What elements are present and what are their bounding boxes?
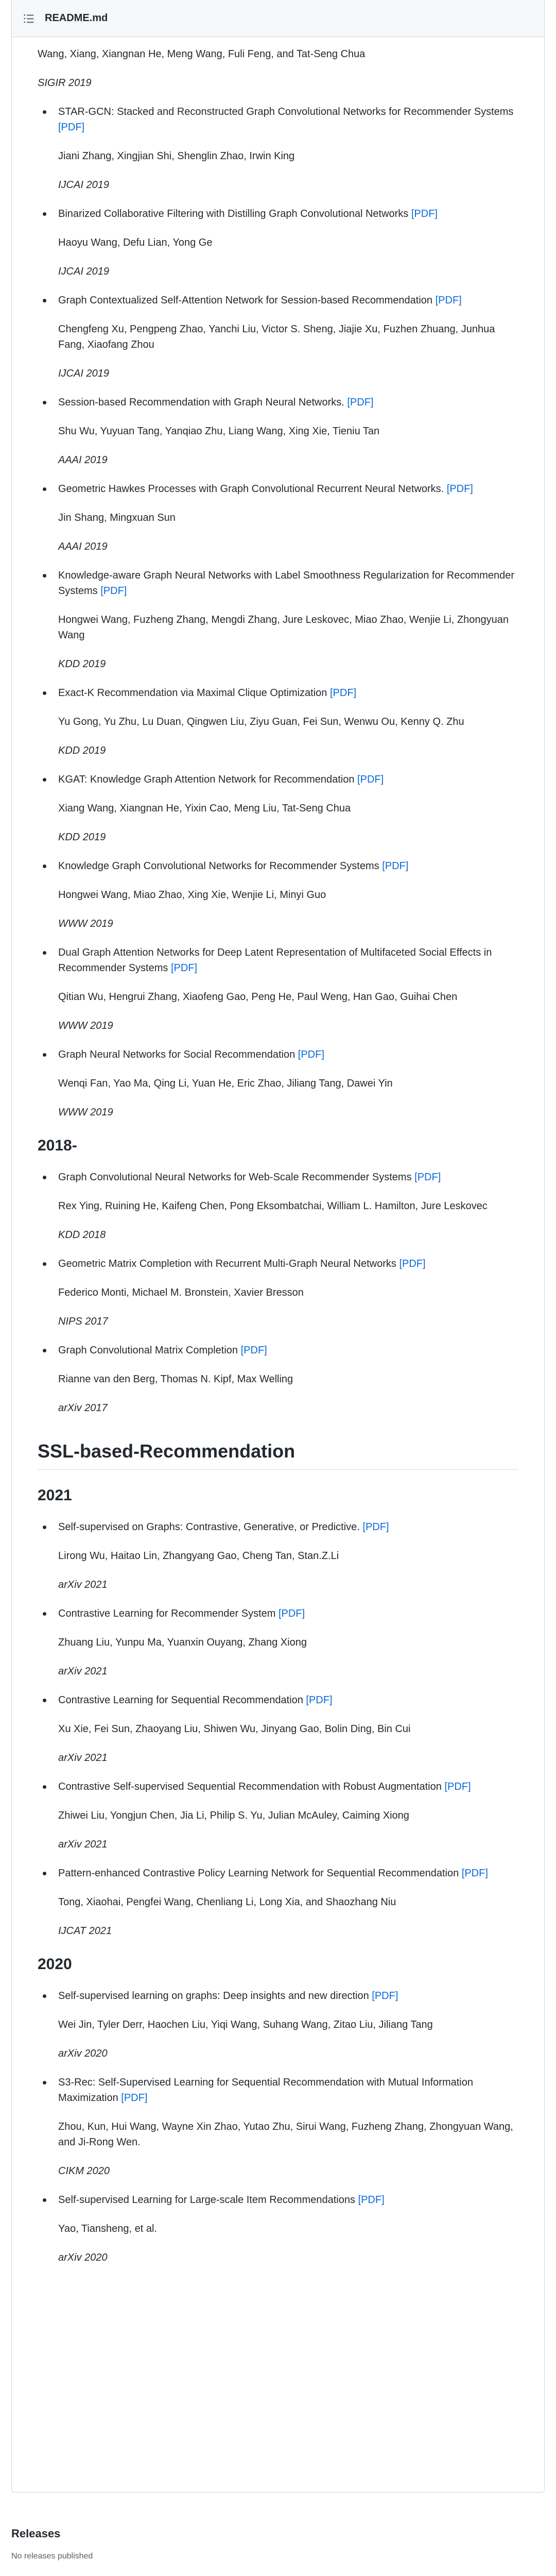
pdf-link[interactable]: [PDF] <box>362 1521 389 1533</box>
paper-venue: KDD 2019 <box>58 658 106 670</box>
paper-authors: Qitian Wu, Hengrui Zhang, Xiaofeng Gao, Peng He, Paul Weng, Han Gao, Guihai Chen <box>58 991 458 1003</box>
paper-authors: Rianne van den Berg, Thomas N. Kipf, Max Welling <box>58 1374 293 1385</box>
paper-title-text: Contrastive Self-supervised Sequential Recommendation with Robust Augmentation <box>58 1781 442 1792</box>
pdf-link[interactable]: [PDF] <box>399 1258 426 1269</box>
pdf-link[interactable]: [PDF] <box>121 2092 148 2104</box>
paper-venue: NIPS 2017 <box>58 1316 108 1327</box>
paper-title <box>58 1519 518 1535</box>
paper-title-text: Exact-K Recommendation via Maximal Clique Optimization <box>58 687 327 699</box>
paper-title-text: Knowledge-aware Graph Neural Networks with Label Smoothness Regularization for Recommender Systems <box>58 570 514 597</box>
paper-title <box>58 858 518 874</box>
pdf-link[interactable]: [PDF] <box>446 483 473 495</box>
pdf-link[interactable]: [PDF] <box>461 1868 488 1879</box>
list-unordered-icon[interactable] <box>23 13 34 24</box>
paper-venue: KDD 2018 <box>58 1229 106 1241</box>
paper-authors: Shu Wu, Yuyuan Tang, Yanqiao Zhu, Liang Wang, Xing Xie, Tieniu Tan <box>58 426 380 437</box>
readme-box <box>11 0 545 2493</box>
paper-title <box>58 568 518 599</box>
paper-authors: Federico Monti, Michael M. Bronstein, Xavier Bresson <box>58 1287 304 1298</box>
paper-item <box>38 1988 518 2061</box>
paper-authors: Haoyu Wang, Defu Lian, Yong Ge <box>58 237 213 248</box>
pdf-link[interactable]: [PDF] <box>240 1345 267 1356</box>
paper-title <box>58 1606 518 1621</box>
paper-title <box>58 1988 518 2004</box>
paper-title <box>58 2075 518 2106</box>
paper-venue: IJCAT 2021 <box>58 1925 112 1937</box>
paper-authors: Hongwei Wang, Miao Zhao, Xing Xie, Wenjie Li, Minyi Guo <box>58 889 326 901</box>
pdf-link[interactable]: [PDF] <box>100 585 127 597</box>
paper-authors: Yao, Tiansheng, et al. <box>58 2223 157 2234</box>
paper-item <box>38 568 518 672</box>
paper-item <box>38 1047 518 1120</box>
paper-venue: IJCAI 2019 <box>58 266 109 277</box>
paper-title <box>58 1779 518 1794</box>
paper-item <box>38 945 518 1033</box>
paper-venue: WWW 2019 <box>58 1107 113 1118</box>
paper-item <box>38 858 518 931</box>
paper-item <box>38 1170 518 1243</box>
paper-item <box>38 1779 518 1852</box>
paper-title <box>58 1866 518 1881</box>
paper-item <box>38 685 518 758</box>
pdf-link[interactable]: [PDF] <box>435 295 462 306</box>
releases-title[interactable]: Releases <box>11 2527 61 2540</box>
readme-content <box>12 46 544 2265</box>
paper-item <box>38 1692 518 1766</box>
paper-venue: AAAI 2019 <box>58 541 108 552</box>
paper-venue: AAAI 2019 <box>58 454 108 466</box>
paper-title-text: STAR-GCN: Stacked and Reconstructed Graph Convolutional Networks for Recommender Systems <box>58 106 514 117</box>
pdf-link[interactable]: [PDF] <box>278 1608 305 1619</box>
section-heading-ssl: SSL-based-Recommendation <box>38 1439 518 1470</box>
paper-item <box>38 293 518 381</box>
paper-title-text: Contrastive Learning for Recommender System <box>58 1608 276 1619</box>
paper-authors: Jin Shang, Mingxuan Sun <box>58 512 176 523</box>
paper-item <box>38 1343 518 1416</box>
releases-section <box>11 2527 545 2561</box>
paper-title-text: Geometric Hawkes Processes with Graph Convolutional Recurrent Neural Networks. <box>58 483 444 495</box>
paper-venue: WWW 2019 <box>58 918 113 929</box>
paper-venue: IJCAI 2019 <box>58 368 109 379</box>
paper-item <box>38 772 518 845</box>
pdf-link[interactable]: [PDF] <box>372 1990 398 2002</box>
paper-item <box>38 206 518 279</box>
paper-title-text: Binarized Collaborative Filtering with Distilling Graph Convolutional Networks <box>58 208 409 219</box>
paper-venue: KDD 2019 <box>58 832 106 843</box>
paper-authors: Yu Gong, Yu Zhu, Lu Duan, Qingwen Liu, Ziyu Guan, Fei Sun, Wenwu Ou, Kenny Q. Zhu <box>58 716 464 727</box>
pdf-link[interactable]: [PDF] <box>444 1781 471 1792</box>
paper-title-text: Self-supervised on Graphs: Contrastive, Generative, or Predictive. <box>58 1521 360 1533</box>
pdf-link[interactable]: [PDF] <box>411 208 438 219</box>
paper-authors: Tong, Xiaohai, Pengfei Wang, Chenliang Li, Long Xia, and Shaozhang Niu <box>58 1896 396 1908</box>
paper-authors: Hongwei Wang, Fuzheng Zhang, Mengdi Zhang, Jure Leskovec, Miao Zhao, Wenjie Li, Zhongyuan Wang <box>58 614 509 641</box>
paper-item <box>38 104 518 193</box>
paper-item <box>38 2192 518 2265</box>
paper-venue: arXiv 2021 <box>58 1839 108 1850</box>
paper-authors: Wei Jin, Tyler Derr, Haochen Liu, Yiqi Wang, Suhang Wang, Zitao Liu, Jiliang Tang <box>58 2019 433 2030</box>
paper-title <box>58 293 518 308</box>
paper-venue: arXiv 2021 <box>58 1666 108 1677</box>
paper-authors: Rex Ying, Ruining He, Kaifeng Chen, Pong Eksombatchai, William L. Hamilton, Jure Leskovec <box>58 1200 488 1212</box>
pdf-link[interactable]: [PDF] <box>329 687 357 699</box>
paper-authors: Lirong Wu, Haitao Lin, Zhangyang Gao, Cheng Tan, Stan.Z.Li <box>58 1550 339 1562</box>
paper-title-text: S3-Rec: Self-Supervised Learning for Sequential Recommendation with Mutual Information Maximization <box>58 2077 473 2104</box>
paper-title <box>58 772 518 787</box>
paper-venue: KDD 2019 <box>58 745 106 756</box>
pdf-link[interactable]: [PDF] <box>347 397 374 408</box>
releases-note: No releases published <box>11 2552 93 2561</box>
paper-item <box>38 395 518 468</box>
pdf-link[interactable]: [PDF] <box>414 1172 441 1183</box>
paper-title <box>58 1047 518 1062</box>
paper-title-text: Pattern-enhanced Contrastive Policy Learning Network for Sequential Recommendation <box>58 1868 459 1879</box>
paper-title-text: Self-supervised Learning for Large-scale Item Recommendations <box>58 2194 355 2206</box>
paper-venue: arXiv 2017 <box>58 1402 108 1414</box>
year-heading-2021: 2021 <box>38 1487 72 1504</box>
paper-title-text: Graph Convolutional Matrix Completion <box>58 1345 238 1356</box>
paper-title <box>58 685 518 701</box>
paper-list-2021 <box>38 1519 518 1939</box>
paper-authors: Xiang Wang, Xiangnan He, Yixin Cao, Meng Liu, Tat-Seng Chua <box>58 803 351 814</box>
paper-title-text: KGAT: Knowledge Graph Attention Network for Recommendation <box>58 774 355 785</box>
paper-item <box>38 1519 518 1592</box>
paper-list-2020 <box>38 1988 518 2265</box>
paper-title <box>58 1692 518 1708</box>
paper-venue: arXiv 2021 <box>58 1579 108 1590</box>
pdf-link[interactable]: [PDF] <box>358 2194 385 2206</box>
pdf-link[interactable]: [PDF] <box>306 1694 333 1706</box>
paper-venue: arXiv 2020 <box>58 2048 108 2059</box>
paper-item <box>38 2075 518 2179</box>
paper-title <box>58 2192 518 2208</box>
paper-authors: Zhou, Kun, Hui Wang, Wayne Xin Zhao, Yutao Zhu, Sirui Wang, Fuzheng Zhang, Zhongyuan Wang, and Ji-Rong Wen. <box>58 2121 513 2148</box>
paper-authors: Zhiwei Liu, Yongjun Chen, Jia Li, Philip S. Yu, Julian McAuley, Caiming Xiong <box>58 1810 409 1821</box>
paper-title-text: Session-based Recommendation with Graph Neural Networks. <box>58 397 344 408</box>
paper-title-text: Geometric Matrix Completion with Recurrent Multi-Graph Neural Networks <box>58 1258 396 1269</box>
top-authors: Wang, Xiang, Xiangnan He, Meng Wang, Fuli Feng, and Tat-Seng Chua <box>38 48 366 60</box>
readme-file-name[interactable]: README.md <box>45 12 108 24</box>
paper-authors: Xu Xie, Fei Sun, Zhaoyang Liu, Shiwen Wu, Jinyang Gao, Bolin Ding, Bin Cui <box>58 1723 411 1735</box>
pdf-link[interactable]: [PDF] <box>170 962 198 974</box>
paper-list-2018 <box>38 1170 518 1416</box>
pdf-link[interactable]: [PDF] <box>357 774 384 785</box>
paper-title <box>58 206 518 222</box>
paper-item <box>38 481 518 554</box>
paper-venue: arXiv 2020 <box>58 2252 108 2263</box>
readme-header <box>12 0 544 37</box>
paper-title-text: Dual Graph Attention Networks for Deep Latent Representation of Multifaceted Social Effects in Recommender Systems <box>58 947 492 974</box>
paper-title <box>58 945 518 976</box>
paper-item <box>38 1866 518 1939</box>
paper-venue: CIKM 2020 <box>58 2165 110 2177</box>
year-heading-2018: 2018- <box>38 1137 77 1154</box>
paper-title <box>58 1256 518 1272</box>
paper-authors: Wenqi Fan, Yao Ma, Qing Li, Yuan He, Eric Zhao, Jiliang Tang, Dawei Yin <box>58 1078 393 1089</box>
paper-venue: arXiv 2021 <box>58 1752 108 1764</box>
pdf-link[interactable]: [PDF] <box>298 1049 324 1060</box>
paper-title <box>58 104 518 135</box>
paper-authors: Chengfeng Xu, Pengpeng Zhao, Yanchi Liu, Victor S. Sheng, Jiajie Xu, Fuzhen Zhuang, Junhua Fang, Xiaofang Zhou <box>58 324 495 350</box>
pdf-link[interactable]: [PDF] <box>58 122 85 133</box>
paper-title-text: Knowledge Graph Convolutional Networks for Recommender Systems <box>58 860 379 872</box>
paper-authors: Zhuang Liu, Yunpu Ma, Yuanxin Ouyang, Zhang Xiong <box>58 1637 307 1648</box>
paper-item <box>38 1256 518 1329</box>
paper-list-gnn-2019 <box>38 104 518 1120</box>
paper-title <box>58 395 518 410</box>
paper-title-text: Graph Convolutional Neural Networks for Web-Scale Recommender Systems <box>58 1172 412 1183</box>
pdf-link[interactable]: [PDF] <box>382 860 409 872</box>
paper-title-text: Contrastive Learning for Sequential Recommendation <box>58 1694 303 1706</box>
paper-item <box>38 1606 518 1679</box>
paper-venue: IJCAI 2019 <box>58 179 109 191</box>
paper-venue: WWW 2019 <box>58 1020 113 1031</box>
paper-title-text: Graph Contextualized Self-Attention Network for Session-based Recommendation <box>58 295 433 306</box>
year-heading-2020: 2020 <box>38 1956 72 1973</box>
paper-authors: Jiani Zhang, Xingjian Shi, Shenglin Zhao, Irwin King <box>58 150 295 162</box>
paper-title-text: Graph Neural Networks for Social Recommendation <box>58 1049 296 1060</box>
paper-title <box>58 481 518 497</box>
paper-title <box>58 1170 518 1185</box>
top-venue: SIGIR 2019 <box>38 77 92 89</box>
paper-title-text: Self-supervised learning on graphs: Deep insights and new direction <box>58 1990 369 2002</box>
paper-title <box>58 1343 518 1358</box>
